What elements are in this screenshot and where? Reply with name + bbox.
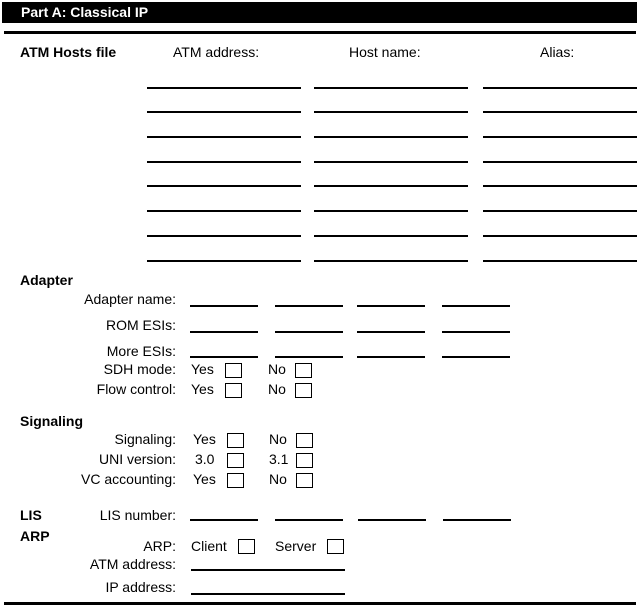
adapter-name-label: Adapter name: — [84, 291, 176, 307]
signaling-no-checkbox[interactable] — [296, 433, 313, 448]
adapter-name-field[interactable] — [442, 305, 510, 307]
signaling-heading: Signaling — [20, 413, 83, 429]
hosts-atm-address-field[interactable] — [147, 136, 301, 138]
hosts-atm-address-field[interactable] — [147, 111, 301, 113]
signaling-no-label: No — [269, 431, 287, 447]
hosts-atm-address-field[interactable] — [147, 185, 301, 187]
hosts-alias-field[interactable] — [483, 161, 637, 163]
hosts-host-name-field[interactable] — [314, 235, 468, 237]
lis-number-label: LIS number: — [99, 507, 176, 523]
rom-esi-field[interactable] — [275, 331, 343, 333]
section-title: Part A: Classical IP — [21, 4, 149, 20]
arp-client-checkbox[interactable] — [238, 539, 255, 554]
vc-yes-label: Yes — [193, 471, 216, 487]
more-esi-field[interactable] — [190, 356, 258, 358]
sdh-yes-label: Yes — [191, 361, 214, 377]
hosts-atm-address-field[interactable] — [147, 210, 301, 212]
lis-number-field[interactable] — [358, 519, 426, 521]
arp-ip-address-label: IP address: — [105, 579, 176, 595]
arp-label: ARP: — [143, 538, 176, 554]
hosts-atm-address-field[interactable] — [147, 235, 301, 237]
hosts-host-name-field[interactable] — [314, 136, 468, 138]
signaling-yes-label: Yes — [193, 431, 216, 447]
hosts-alias-field[interactable] — [483, 235, 637, 237]
signaling-yes-checkbox[interactable] — [227, 433, 244, 448]
rom-esi-field[interactable] — [442, 331, 510, 333]
lis-number-field[interactable] — [275, 519, 343, 521]
uni-30-label: 3.0 — [195, 451, 215, 467]
uni-30-checkbox[interactable] — [227, 453, 244, 468]
hosts-alias-field[interactable] — [483, 87, 637, 89]
hosts-host-name-field[interactable] — [314, 161, 468, 163]
uni-31-label: 3.1 — [269, 451, 289, 467]
uni-31-checkbox[interactable] — [296, 453, 313, 468]
arp-atm-address-field[interactable] — [191, 569, 345, 571]
flow-yes-checkbox[interactable] — [225, 383, 242, 398]
adapter-name-field[interactable] — [190, 305, 258, 307]
rom-esi-field[interactable] — [357, 331, 425, 333]
arp-atm-address-label: ATM address: — [89, 556, 176, 572]
arp-server-checkbox[interactable] — [327, 539, 344, 554]
lis-number-field[interactable] — [190, 519, 258, 521]
col-host-name: Host name: — [349, 44, 421, 60]
vc-no-label: No — [269, 471, 287, 487]
flow-no-checkbox[interactable] — [295, 383, 312, 398]
arp-client-label: Client — [191, 538, 227, 554]
vc-accounting-label: VC accounting: — [81, 471, 176, 487]
sdh-yes-checkbox[interactable] — [225, 363, 242, 378]
more-esi-field[interactable] — [275, 356, 343, 358]
hosts-alias-field[interactable] — [483, 260, 637, 262]
arp-ip-address-field[interactable] — [191, 593, 345, 595]
hosts-alias-field[interactable] — [483, 111, 637, 113]
hosts-alias-field[interactable] — [483, 185, 637, 187]
more-esi-field[interactable] — [442, 356, 510, 358]
col-atm-address: ATM address: — [173, 44, 260, 60]
rom-esis-label: ROM ESIs: — [105, 317, 176, 333]
flow-yes-label: Yes — [191, 381, 214, 397]
sdh-mode-label: SDH mode: — [103, 361, 176, 377]
bottom-divider — [4, 602, 636, 605]
signaling-label: Signaling: — [114, 431, 176, 447]
lis-heading: LIS — [20, 507, 42, 523]
uni-version-label: UNI version: — [98, 451, 176, 467]
hosts-host-name-field[interactable] — [314, 87, 468, 89]
hosts-atm-address-field[interactable] — [147, 260, 301, 262]
vc-no-checkbox[interactable] — [296, 473, 313, 488]
flow-no-label: No — [268, 381, 286, 397]
hosts-heading: ATM Hosts file — [20, 44, 117, 60]
hosts-host-name-field[interactable] — [314, 260, 468, 262]
adapter-heading: Adapter — [20, 272, 73, 288]
sdh-no-checkbox[interactable] — [295, 363, 312, 378]
hosts-alias-field[interactable] — [483, 136, 637, 138]
lis-number-field[interactable] — [443, 519, 511, 521]
sdh-no-label: No — [268, 361, 286, 377]
arp-heading: ARP — [20, 528, 50, 544]
vc-yes-checkbox[interactable] — [227, 473, 244, 488]
rom-esi-field[interactable] — [190, 331, 258, 333]
hosts-host-name-field[interactable] — [314, 111, 468, 113]
adapter-name-field[interactable] — [275, 305, 343, 307]
arp-server-label: Server — [275, 538, 317, 554]
top-divider — [4, 31, 636, 34]
col-alias: Alias: — [540, 44, 575, 60]
section-title-bar — [2, 2, 637, 23]
hosts-atm-address-field[interactable] — [147, 161, 301, 163]
more-esi-field[interactable] — [357, 356, 425, 358]
hosts-atm-address-field[interactable] — [147, 87, 301, 89]
hosts-alias-field[interactable] — [483, 210, 637, 212]
hosts-host-name-field[interactable] — [314, 210, 468, 212]
hosts-host-name-field[interactable] — [314, 185, 468, 187]
more-esis-label: More ESIs: — [106, 343, 176, 359]
flow-control-label: Flow control: — [96, 381, 176, 397]
adapter-name-field[interactable] — [357, 305, 425, 307]
